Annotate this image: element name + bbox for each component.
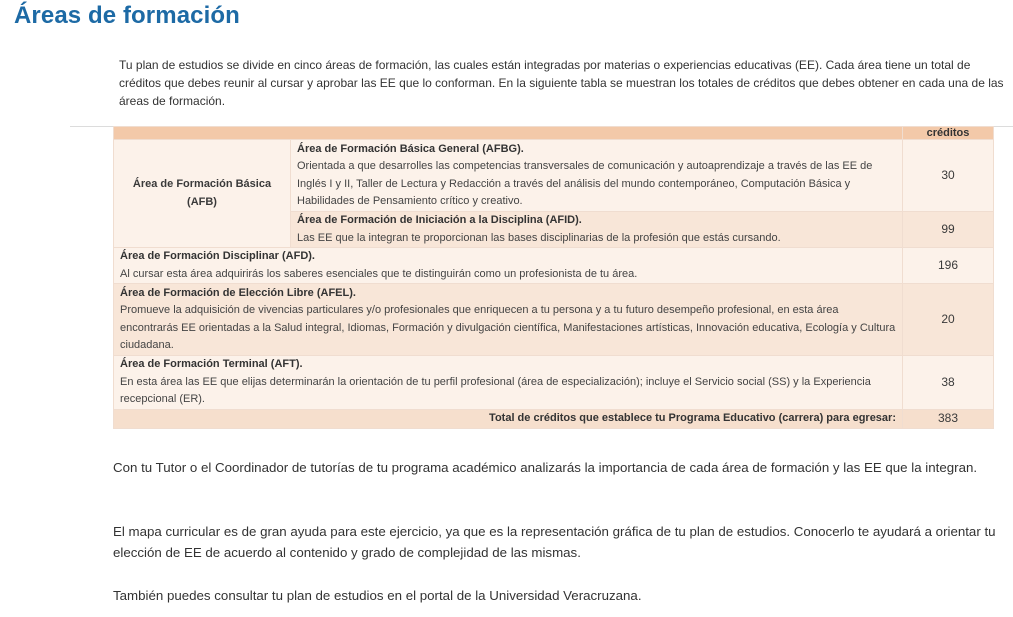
area-cell-afel xyxy=(114,284,903,356)
table-row-afel xyxy=(114,284,994,356)
area-description: En esta área las EE que elijas determinarán la orientación de tu perfil profesional (área de especialización); incluye el Servicio social (SS) y la Experiencia recepcional (ER). xyxy=(120,375,871,406)
area-description: Al cursar esta área adquirirás los saberes esenciales que te distinguirán como un profesionista de tu área. xyxy=(120,267,638,280)
area-cell-afid xyxy=(291,212,903,248)
table-total-row xyxy=(114,410,994,429)
credits-value: 30 xyxy=(903,140,994,212)
total-label: Total de créditos que establece tu Programa Educativo (carrera) para egresar: xyxy=(114,410,903,429)
credits-value: 99 xyxy=(903,212,994,248)
table-row-afd xyxy=(114,248,994,284)
table-row-afbg xyxy=(114,140,994,212)
area-cell-aft xyxy=(114,356,903,410)
page-title: Áreas de formación xyxy=(14,2,240,29)
credits-value: 38 xyxy=(903,356,994,410)
header-spacer xyxy=(114,127,903,140)
credits-header: créditos xyxy=(903,127,994,140)
table-header-row xyxy=(114,127,994,140)
area-description: Las EE que la integran te proporcionan las bases disciplinarias de la profesión que estás cursando. xyxy=(297,231,781,244)
credits-value: 20 xyxy=(903,284,994,356)
credits-value: 196 xyxy=(903,248,994,284)
area-description: Orientada a que desarrolles las competencias transversales de comunicación y autoaprendizaje a través de las EE de Inglés I y II, Taller de Lectura y Redacción a través del análisis del mundo contemporáneo, Computación Básica y Habilidades de Pensamiento crítico y creativo. xyxy=(297,160,873,207)
paragraph-portal: También puedes consultar tu plan de estudios en el portal de la Universidad Veracruzana. xyxy=(113,588,642,603)
area-description: Promueve la adquisición de vivencias particulares y/o profesionales que enriquecen a tu persona y a tu futuro desempeño profesional, en esta área encontrarás EE orientadas a la Salud integral, Idiomas, Formación y divulgación científica, Manifestaciones artísticas, Innovación educativa, Ecología y Cultura ciudadana. xyxy=(120,304,896,351)
area-title: Área de Formación de Elección Libre (AFEL). xyxy=(120,286,356,299)
area-title: Área de Formación Disciplinar (AFD). xyxy=(120,250,315,262)
intro-paragraph: Tu plan de estudios se divide en cinco áreas de formación, las cuales están integradas por materias o experiencias educativas (EE). Cada área tiene un total de créditos que debes reunir al cursar y aprobar las EE que lo conforman. En la siguiente tabla se muestran los totales de créditos que debes obtener en cada una de las áreas de formación. xyxy=(119,58,1004,108)
paragraph-mapa-curricular: El mapa curricular es de gran ayuda para este ejercicio, ya que es la representación gráfica de tu plan de estudios. Conocerlo te ayudará a orientar tu elección de EE de acuerdo al contenido y grado de complejidad de las mismas. xyxy=(113,524,996,560)
area-cell-afd xyxy=(114,248,903,284)
total-credits: 383 xyxy=(903,410,994,429)
table-row-aft xyxy=(114,356,994,410)
paragraph-tutor: Con tu Tutor o el Coordinador de tutorías de tu programa académico analizarás la importancia de cada área de formación y las EE que la integran. xyxy=(113,460,978,475)
afb-label: Área de Formación Básica (AFB) xyxy=(114,140,291,248)
area-title: Área de Formación Terminal (AFT). xyxy=(120,358,303,371)
area-title: Área de Formación Básica General (AFBG). xyxy=(297,142,524,155)
area-title: Área de Formación de Iniciación a la Disciplina (AFID). xyxy=(297,214,582,226)
credits-table xyxy=(113,126,994,429)
area-cell-afbg xyxy=(291,140,903,212)
